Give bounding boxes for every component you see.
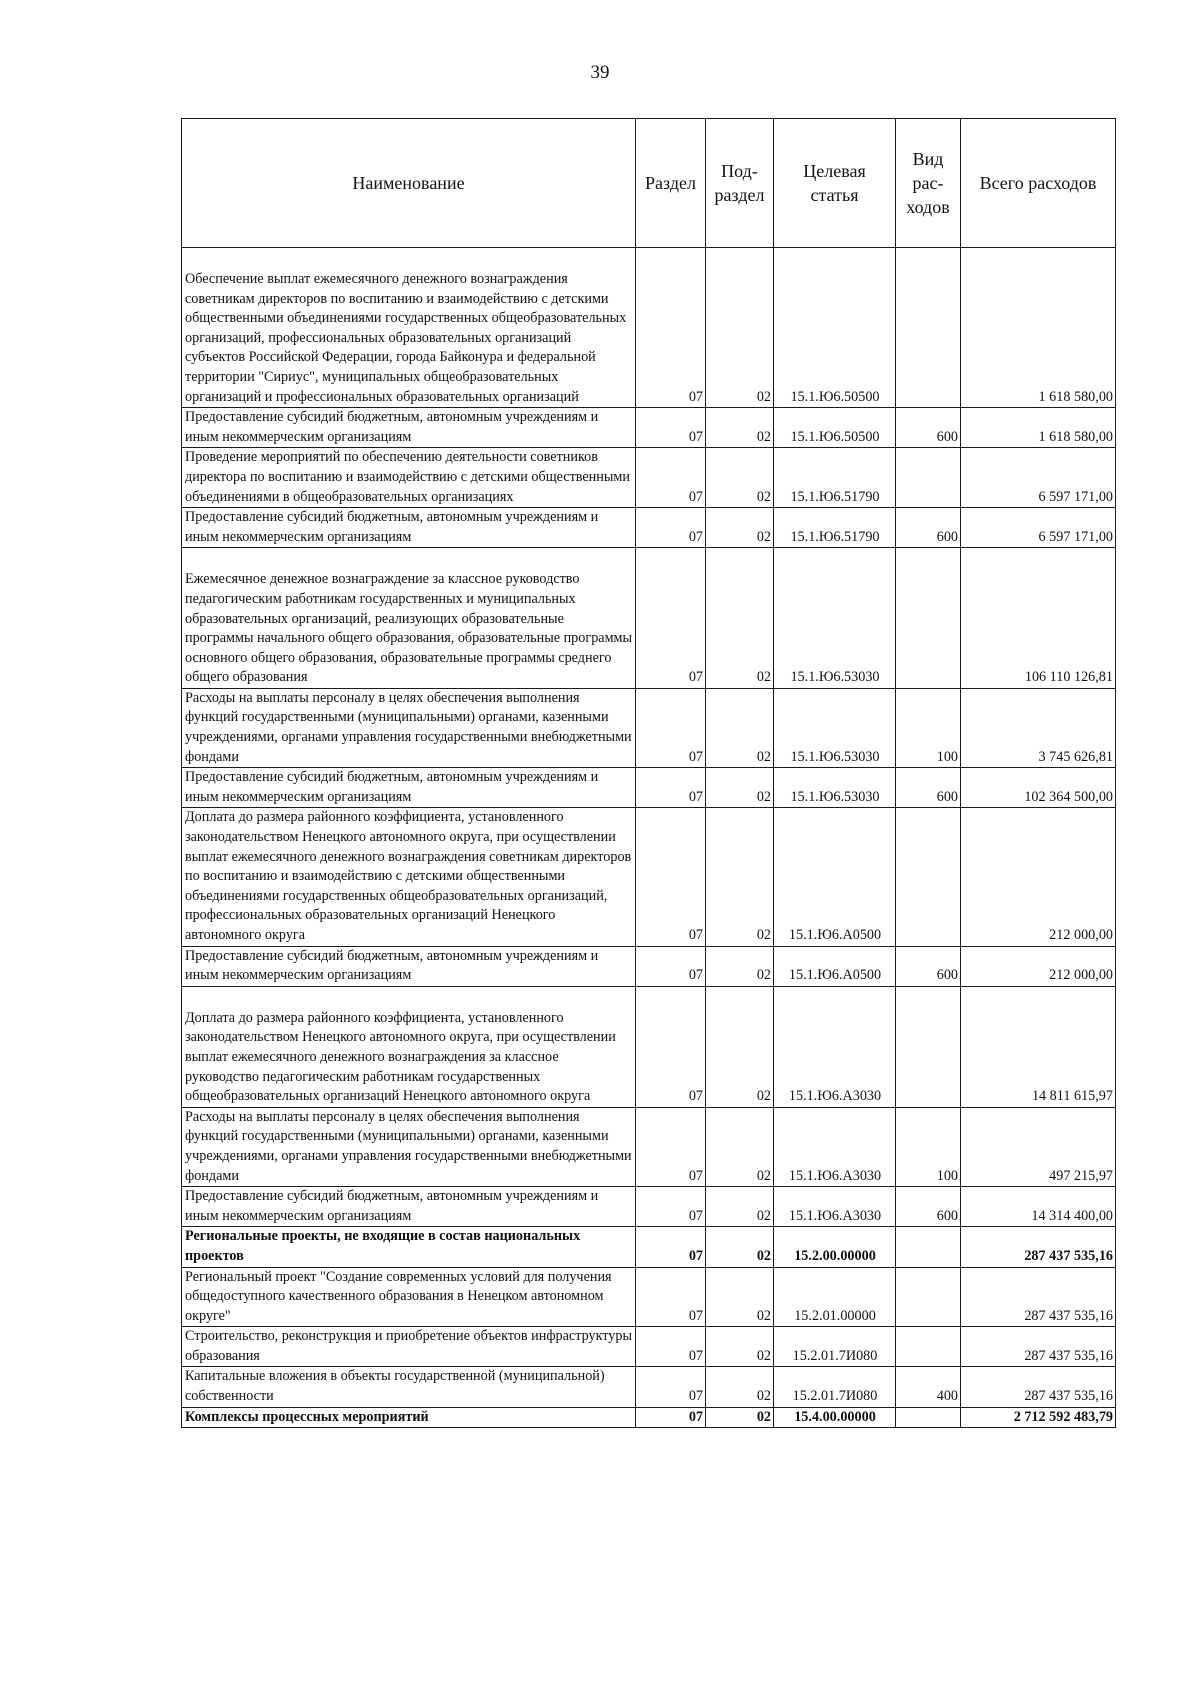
row-article: 15.1.Ю6.А0500 [774, 808, 896, 946]
row-expense-type [896, 248, 961, 408]
row-subsection: 02 [706, 508, 774, 548]
row-name: Региональные проекты, не входящие в состав национальных проектов [182, 1227, 636, 1267]
row-subsection: 02 [706, 548, 774, 689]
row-name: Предоставление субсидий бюджетным, автономным учреждениям и иным некоммерческим организациям [182, 946, 636, 986]
row-article: 15.1.Ю6.53030 [774, 768, 896, 808]
table-row [182, 986, 1116, 1107]
row-section: 07 [636, 508, 706, 548]
table-row [182, 1267, 1116, 1327]
row-total: 6 597 171,00 [961, 508, 1116, 548]
row-name: Доплата до размера районного коэффициента, установленного законодательством Ненецкого автономного округа, при осуществлении выплат ежемесячного денежного вознаграждения советникам директоров по воспитанию и взаимодействию с детскими общественными объединениями государственных общеобразовательных организаций, профессиональных образовательных организаций Ненецкого автономного округа [182, 808, 636, 946]
row-expense-type: 100 [896, 688, 961, 767]
row-subsection: 02 [706, 1407, 774, 1428]
row-subsection: 02 [706, 768, 774, 808]
row-section: 07 [636, 1367, 706, 1407]
row-expense-type [896, 448, 961, 508]
table-row [182, 1327, 1116, 1367]
row-expense-type: 400 [896, 1367, 961, 1407]
row-total: 106 110 126,81 [961, 548, 1116, 689]
row-section: 07 [636, 1187, 706, 1227]
table-row [182, 1407, 1116, 1428]
row-expense-type: 600 [896, 408, 961, 448]
row-expense-type [896, 1227, 961, 1267]
row-section: 07 [636, 1227, 706, 1267]
row-total: 212 000,00 [961, 946, 1116, 986]
row-subsection: 02 [706, 946, 774, 986]
row-subsection: 02 [706, 1187, 774, 1227]
row-total: 1 618 580,00 [961, 248, 1116, 408]
table-row [182, 1187, 1116, 1227]
row-expense-type: 100 [896, 1107, 961, 1186]
row-article: 15.1.Ю6.53030 [774, 688, 896, 767]
row-section: 07 [636, 1327, 706, 1367]
row-expense-type: 600 [896, 768, 961, 808]
row-total: 6 597 171,00 [961, 448, 1116, 508]
row-section: 07 [636, 768, 706, 808]
header-expense-type: Вид рас- ходов [896, 119, 961, 248]
row-total: 2 712 592 483,79 [961, 1407, 1116, 1428]
table-header-row [182, 119, 1116, 248]
row-expense-type [896, 808, 961, 946]
header-name: Наименование [182, 119, 636, 248]
row-article: 15.1.Ю6.А3030 [774, 1107, 896, 1186]
row-name: Предоставление субсидий бюджетным, автономным учреждениям и иным некоммерческим организациям [182, 1187, 636, 1227]
row-article: 15.1.Ю6.50500 [774, 408, 896, 448]
row-expense-type: 600 [896, 1187, 961, 1227]
row-name: Региональный проект "Создание современных условий для получения общедоступного качественного образования в Ненецком автономном округе" [182, 1267, 636, 1327]
table-row [182, 408, 1116, 448]
row-section: 07 [636, 986, 706, 1107]
row-subsection: 02 [706, 1227, 774, 1267]
row-section: 07 [636, 1267, 706, 1327]
row-expense-type [896, 1327, 961, 1367]
row-article: 15.2.01.7И080 [774, 1367, 896, 1407]
header-section: Раздел [636, 119, 706, 248]
row-section: 07 [636, 1107, 706, 1186]
row-section: 07 [636, 688, 706, 767]
header-article: Целевая статья [774, 119, 896, 248]
row-article: 15.2.01.00000 [774, 1267, 896, 1327]
row-section: 07 [636, 548, 706, 689]
row-name: Доплата до размера районного коэффициента, установленного законодательством Ненецкого автономного округа, при осуществлении выплат ежемесячного денежного вознаграждения за классное руководство педагогическим работникам государственных общеобразовательных организаций Ненецкого автономного округа [185, 1009, 616, 1105]
row-name: Проведение мероприятий по обеспечению деятельности советников директора по воспитанию и взаимодействию с детскими общественными объединениями в общеобразовательных организациях [182, 448, 636, 508]
header-subsection: Под- раздел [706, 119, 774, 248]
row-section: 07 [636, 946, 706, 986]
row-total: 3 745 626,81 [961, 688, 1116, 767]
row-name: Комплексы процессных мероприятий [182, 1407, 636, 1428]
row-subsection: 02 [706, 248, 774, 408]
row-article: 15.2.00.00000 [774, 1227, 896, 1267]
row-total: 497 215,97 [961, 1107, 1116, 1186]
row-name: Обеспечение выплат ежемесячного денежного вознаграждения советникам директоров по воспитанию и взаимодействию с детскими общественными объединениями государственных общеобразовательных организаций, профессиональных образовательных организаций субъектов Российской Федерации, города Байконура и федеральной территории "Сириус", муниципальных общеобразовательных организаций и профессиональных образовательных организаций [185, 271, 627, 405]
row-name: Строительство, реконструкция и приобретение объектов инфраструктуры образования [182, 1327, 636, 1367]
table-row [182, 548, 1116, 689]
row-name: Расходы на выплаты персоналу в целях обеспечения выполнения функций государственными (муниципальными) органами, казенными учреждениями, органами управления государственными внебюджетными фондами [182, 1107, 636, 1186]
row-expense-type: 600 [896, 946, 961, 986]
row-total: 287 437 535,16 [961, 1367, 1116, 1407]
row-subsection: 02 [706, 448, 774, 508]
row-expense-type [896, 1407, 961, 1428]
row-article: 15.1.Ю6.51790 [774, 448, 896, 508]
row-subsection: 02 [706, 986, 774, 1107]
row-name: Капитальные вложения в объекты государственной (муниципальной) собственности [182, 1367, 636, 1407]
row-article: 15.1.Ю6.А0500 [774, 946, 896, 986]
row-name: Предоставление субсидий бюджетным, автономным учреждениям и иным некоммерческим организациям [182, 408, 636, 448]
row-total: 287 437 535,16 [961, 1227, 1116, 1267]
row-subsection: 02 [706, 808, 774, 946]
row-subsection: 02 [706, 1327, 774, 1367]
table-row [182, 808, 1116, 946]
row-name: Предоставление субсидий бюджетным, автономным учреждениям и иным некоммерческим организациям [182, 508, 636, 548]
row-section: 07 [636, 808, 706, 946]
row-expense-type [896, 1267, 961, 1327]
row-name: Предоставление субсидий бюджетным, автономным учреждениям и иным некоммерческим организациям [182, 768, 636, 808]
row-total: 102 364 500,00 [961, 768, 1116, 808]
row-name: Ежемесячное денежное вознаграждение за классное руководство педагогическим работникам государственных и муниципальных образовательных организаций, реализующих образовательные программы начального общего образования, образовательные программы основного общего образования, образовательные программы среднего общего образования [185, 571, 633, 686]
row-expense-type [896, 548, 961, 689]
row-subsection: 02 [706, 408, 774, 448]
row-total: 287 437 535,16 [961, 1267, 1116, 1327]
page-number: 39 [590, 62, 610, 83]
row-section: 07 [636, 1407, 706, 1428]
row-subsection: 02 [706, 1367, 774, 1407]
row-article: 15.1.Ю6.А3030 [774, 1187, 896, 1227]
row-section: 07 [636, 248, 706, 408]
budget-table [181, 118, 1116, 1428]
table-row [182, 508, 1116, 548]
row-article: 15.1.Ю6.53030 [774, 548, 896, 689]
row-article: 15.1.Ю6.А3030 [774, 986, 896, 1107]
row-name: Расходы на выплаты персоналу в целях обеспечения выполнения функций государственными (муниципальными) органами, казенными учреждениями, органами управления государственными внебюджетными фондами [182, 688, 636, 767]
row-total: 212 000,00 [961, 808, 1116, 946]
table-row [182, 1107, 1116, 1186]
row-total: 287 437 535,16 [961, 1327, 1116, 1367]
table-row [182, 248, 1116, 408]
row-article: 15.4.00.00000 [774, 1407, 896, 1428]
table-row [182, 688, 1116, 767]
table-row [182, 1227, 1116, 1267]
row-subsection: 02 [706, 1267, 774, 1327]
row-total: 1 618 580,00 [961, 408, 1116, 448]
row-section: 07 [636, 448, 706, 508]
row-expense-type: 600 [896, 508, 961, 548]
row-total: 14 314 400,00 [961, 1187, 1116, 1227]
row-subsection: 02 [706, 688, 774, 767]
row-article: 15.2.01.7И080 [774, 1327, 896, 1367]
table-row [182, 946, 1116, 986]
header-total: Всего расходов [961, 119, 1116, 248]
row-total: 14 811 615,97 [961, 986, 1116, 1107]
table-row [182, 768, 1116, 808]
row-section: 07 [636, 408, 706, 448]
table-row [182, 1367, 1116, 1407]
table-row [182, 448, 1116, 508]
row-subsection: 02 [706, 1107, 774, 1186]
row-article: 15.1.Ю6.50500 [774, 248, 896, 408]
row-article: 15.1.Ю6.51790 [774, 508, 896, 548]
row-expense-type [896, 986, 961, 1107]
